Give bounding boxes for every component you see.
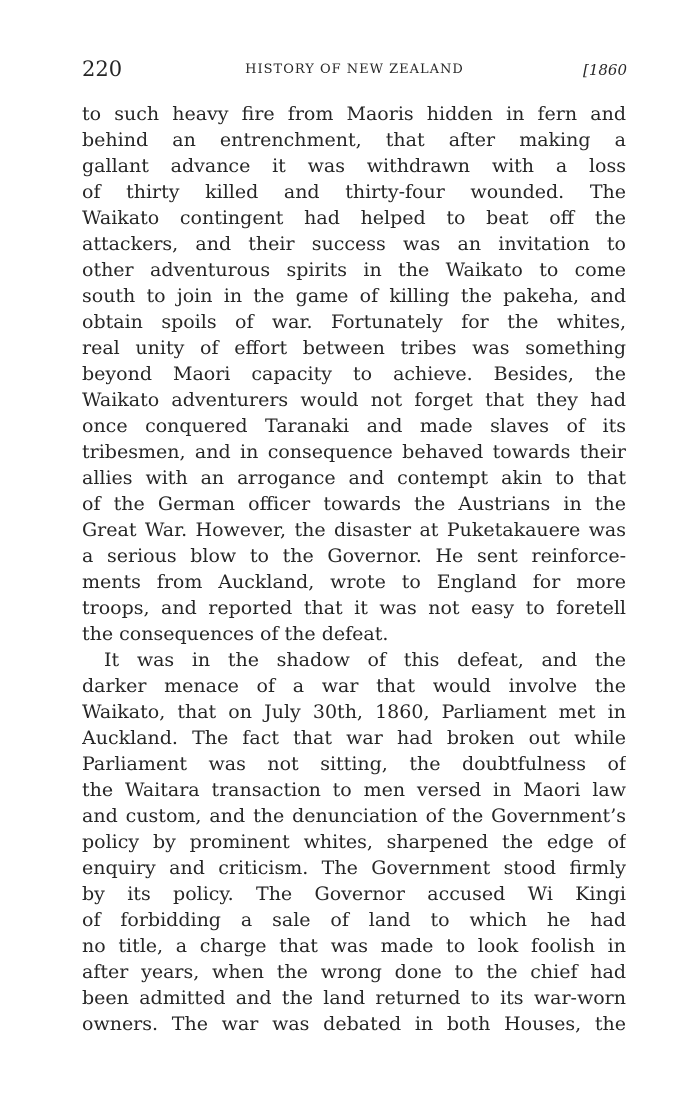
text-line: other adventurous spirits in the Waikato to come [82, 259, 626, 281]
text-line: Waikato, that on July 30th, 1860, Parliament met in [82, 701, 626, 723]
text-line: troops, and reported that it was not easy to foretell [82, 597, 626, 619]
text-line: Waikato contingent had helped to beat off the [82, 207, 626, 229]
text-line: Parliament was not sitting, the doubtfulness of [82, 753, 626, 775]
text-line: the consequences of the defeat. [82, 623, 389, 645]
page-header [82, 54, 627, 88]
text-line: Great War. However, the disaster at Puketakauere was [82, 519, 626, 541]
text-line: behind an entrenchment, that after making a [82, 129, 626, 151]
text-line: gallant advance it was withdrawn with a loss [82, 155, 626, 177]
text-line: south to join in the game of killing the pakeha, and [82, 285, 626, 307]
text-line: after years, when the wrong done to the chief had [82, 961, 626, 983]
text-line: been admitted and the land returned to its war-worn [82, 987, 626, 1009]
text-line: owners. The war was debated in both Houses, the [82, 1013, 626, 1035]
text-line: by its policy. The Governor accused Wi Kingi [82, 883, 626, 905]
text-line: darker menace of a war that would involve the [82, 675, 626, 697]
text-line: once conquered Taranaki and made slaves of its [82, 415, 626, 437]
text-line: enquiry and criticism. The Government stood firmly [82, 857, 626, 879]
text-line: obtain spoils of war. Fortunately for the whites, [82, 311, 626, 333]
text-line: no title, a charge that was made to look foolish in [82, 935, 626, 957]
text-line: Auckland. The fact that war had broken out while [82, 727, 626, 749]
text-line: the Waitara transaction to men versed in Maori law [82, 779, 626, 801]
text-line: of thirty killed and thirty-four wounded. The [82, 181, 626, 203]
text-line: policy by prominent whites, sharpened the edge of [82, 831, 626, 853]
text-line: of the German officer towards the Austrians in the [82, 493, 626, 515]
page-number: 220 [82, 57, 123, 81]
year-mark: [1860 [582, 61, 627, 79]
text-line: a serious blow to the Governor. He sent reinforce- [82, 545, 626, 567]
text-line: attackers, and their success was an invitation to [82, 233, 626, 255]
body-text [82, 101, 626, 1037]
text-line: Waikato adventurers would not forget that they had [82, 389, 626, 411]
text-line: ments from Auckland, wrote to England for more [82, 571, 626, 593]
text-line: real unity of effort between tribes was something [82, 337, 626, 359]
text-line: and custom, and the denunciation of the Government’s [82, 805, 626, 827]
text-line: to such heavy fire from Maoris hidden in fern and [82, 103, 626, 125]
running-title: HISTORY OF NEW ZEALAND [245, 62, 464, 77]
text-line: It was in the shadow of this defeat, and the [104, 649, 626, 671]
text-line: allies with an arrogance and contempt akin to that [82, 467, 626, 489]
text-line: tribesmen, and in consequence behaved towards their [82, 441, 626, 463]
text-line: of forbidding a sale of land to which he had [82, 909, 626, 931]
text-line: beyond Maori capacity to achieve. Besides, the [82, 363, 626, 385]
